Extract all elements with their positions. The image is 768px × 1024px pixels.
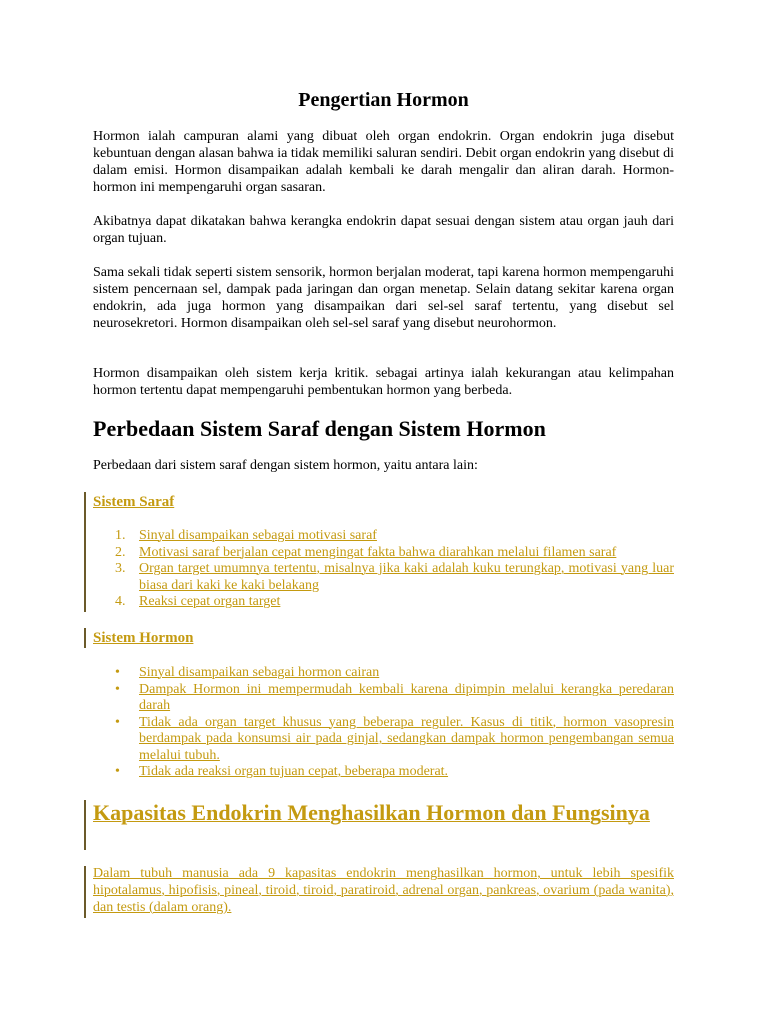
heading-sistem-hormon[interactable]: Sistem Hormon [93,630,194,646]
list-item[interactable]: • Sinyal disampaikan sebagai hormon cairan [115,665,380,680]
list-item[interactable]: 3. Organ target umumnya tertentu, misalnya jika kaki adalah kuku terungkap, motivasi yang luar biasa dari kaki ke kaki belakang [115,561,674,593]
section-intro: Perbedaan dari sistem saraf dengan sistem hormon, yaitu antara lain: [93,458,478,473]
paragraph-2: Akibatnya dapat dikatakan bahwa kerangka endokrin dapat sesuai dengan sistem atau organ jauh dari organ tujuan. [93,214,674,246]
hormon-list [93,665,674,781]
saraf-list [93,528,674,611]
section-heading-kapasitas[interactable]: Kapasitas Endokrin Menghasilkan Hormon dan Fungsinya [93,800,650,825]
list-item[interactable]: 2. Motivasi saraf berjalan cepat mengingat fakta bahwa diarahkan melalui filamen saraf [115,544,617,560]
change-bar [84,492,86,612]
paragraph-1: Hormon ialah campuran alami yang dibuat oleh organ endokrin. Organ endokrin juga disebut kebuntuan dengan alasan bahwa ia tidak memiliki saluran sendiri. Debit organ endokrin yang disebut di dalam emisi. Hormon disampaikan adalah kembali ke darah mengalir dan aliran darah. Hormon-hormon ini mempengaruhi organ sasaran. [93,129,674,195]
list-item[interactable]: 4. Reaksi cepat organ target [115,594,281,609]
list-item[interactable]: 1. Sinyal disampaikan sebagai motivasi saraf [115,528,377,543]
section-heading-perbedaan: Perbedaan Sistem Saraf dengan Sistem Hormon [93,416,546,441]
paragraph-4: Hormon disampaikan oleh sistem kerja kritik. sebagai artinya ialah kekurangan atau kelimpahan hormon tertentu dapat mempengaruhi pembentukan hormon yang berbeda. [93,366,674,398]
change-bar [84,800,86,850]
list-item[interactable]: • Dampak Hormon ini mempermudah kembali karena dipimpin melalui kerangka peredaran darah [115,681,674,713]
paragraph-3: Sama sekali tidak seperti sistem sensorik, hormon berjalan moderat, tapi karena hormon mempengaruhi sistem pencernaan sel, dampak pada jaringan dan organ menetap. Selain datang sekitar karena organ endokrin, ada juga hormon yang disampaikan dari sel-sel saraf tertentu, yang disebut sel neurosekretori. Hormon disampaikan oleh sel-sel saraf yang disebut neurohormon. [93,265,674,331]
list-item[interactable]: • Tidak ada organ target khusus yang beberapa reguler. Kasus di titik, hormon vasopresin berdampak pada konsumsi air pada ginjal, sedangkan dampak hormon pengembangan semua melalui tubuh. [115,714,674,763]
change-bar [84,628,86,648]
change-bar [84,866,86,918]
section-body-kapasitas[interactable]: Dalam tubuh manusia ada 9 kapasitas endokrin menghasilkan hormon, untuk lebih spesifik hipotalamus, hipofisis, pineal, tiroid, tiroid, paratiroid, adrenal organ, pankreas, ovarium (pada wanita), dan testis (dalam orang). [93,866,674,915]
heading-sistem-saraf[interactable]: Sistem Saraf [93,494,175,510]
page-title: Pengertian Hormon [298,89,469,111]
list-item[interactable]: • Tidak ada reaksi organ tujuan cepat, beberapa moderat. [115,764,449,779]
